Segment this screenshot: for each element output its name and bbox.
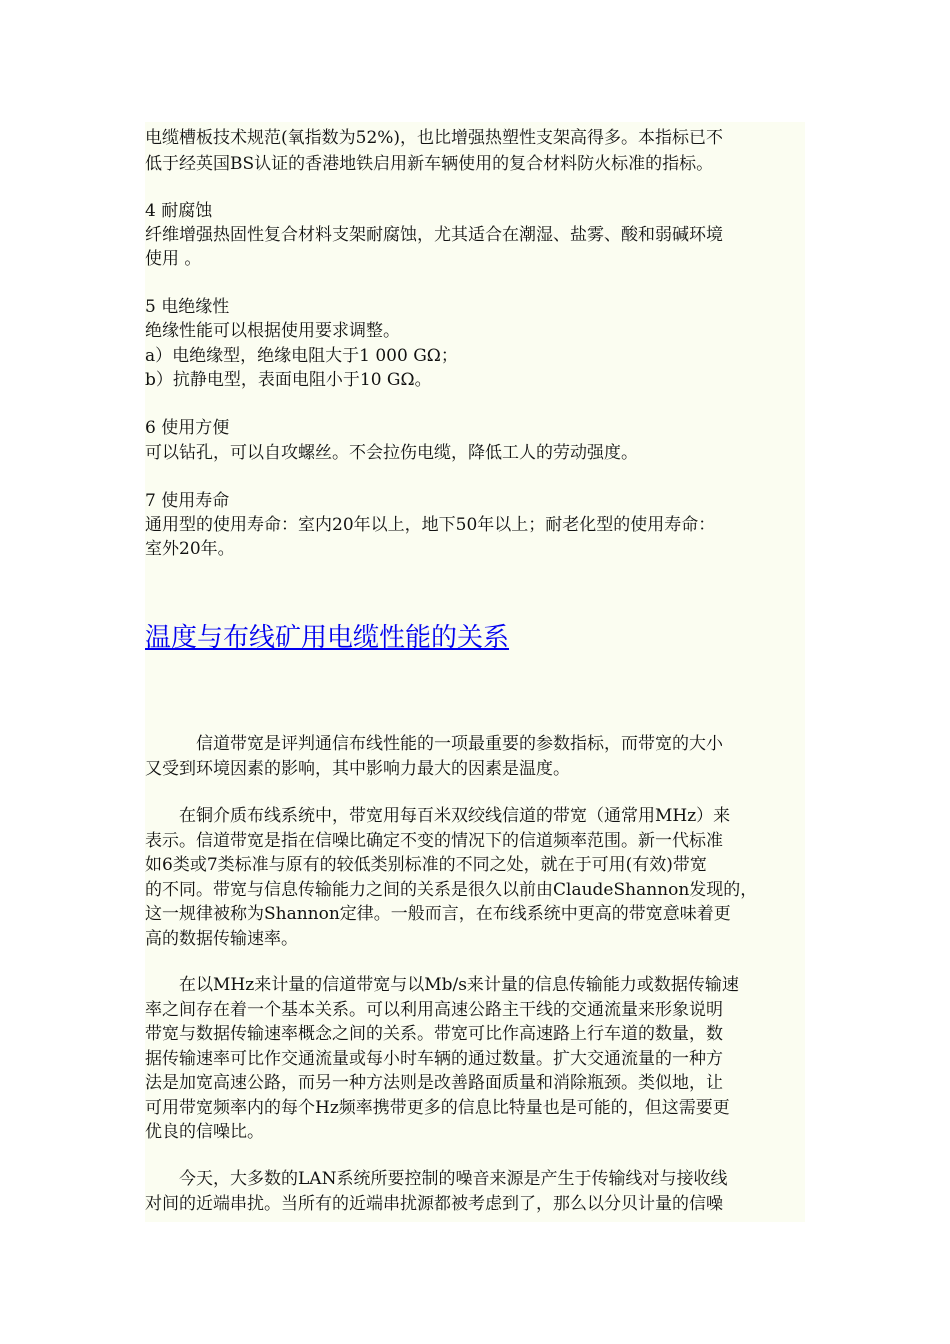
text-line: b）抗静电型，表面电阻小于10 GΩ。 [145,370,432,390]
text-line: 如6类或7类标准与原有的较低类别标准的不同之处，就在于可用(有效)带宽 [145,855,707,875]
text-line: 信道带宽是评判通信布线性能的一项最重要的参数指标，而带宽的大小 [145,734,723,754]
section-title-convenience: 6 使用方便 [145,418,230,438]
text-line: 率之间存在着一个基本关系。可以利用高速公路主干线的交通流量来形象说明 [145,1000,723,1020]
text-line: 使用 。 [145,249,202,269]
text-line: 在铜介质布线系统中，带宽用每百米双绞线信道的带宽（通常用MHz）来 [145,806,731,826]
section-title-insulation: 5 电绝缘性 [145,297,230,317]
text-line: 可以钻孔，可以自攻螺丝。不会拉伤电缆，降低工人的劳动强度。 [145,443,638,463]
text-line: 低于经英国BS认证的香港地铁启用新车辆使用的复合材料防火标准的指标。 [145,154,714,174]
article-heading-link[interactable]: 温度与布线矿用电缆性能的关系 [145,623,510,653]
text-line: 通用型的使用寿命：室内20年以上，地下50年以上；耐老化型的使用寿命： [145,515,716,535]
text-line: 优良的信噪比。 [145,1122,264,1142]
text-line: 在以MHz来计量的信道带宽与以Mb/s来计量的信息传输能力或数据传输速 [145,975,739,995]
text-line: 室外20年。 [145,539,235,559]
text-line: 电缆槽板技术规范(氧指数为52%)，也比增强热塑性支架高得多。本指标已不 [145,128,724,148]
text-line: 高的数据传输速率。 [145,929,298,949]
text-line: 可用带宽频率内的每个Hz频率携带更多的信息比特量也是可能的，但这需要更 [145,1098,730,1118]
section-title-lifespan: 7 使用寿命 [145,491,230,511]
text-line: 表示。信道带宽是指在信噪比确定不变的情况下的信道频率范围。新一代标准 [145,831,723,851]
document-page [145,122,805,1222]
text-line: 这一规律被称为Shannon定律。一般而言，在布线系统中更高的带宽意味着更 [145,904,731,924]
text-line: 法是加宽高速公路，而另一种方法则是改善路面质量和消除瓶颈。类似地，让 [145,1073,723,1093]
text-line: a）电绝缘型，绝缘电阻大于1 000 GΩ； [145,346,458,366]
text-line: 绝缘性能可以根据使用要求调整。 [145,321,400,341]
text-line: 对间的近端串扰。当所有的近端串扰源都被考虑到了，那么以分贝计量的信噪 [145,1194,723,1214]
text-line: 纤维增强热固性复合材料支架耐腐蚀，尤其适合在潮湿、盐雾、酸和弱碱环境 [145,225,723,245]
text-line: 今天，大多数的LAN系统所要控制的噪音来源是产生于传输线对与接收线 [145,1169,728,1189]
text-line: 又受到环境因素的影响，其中影响力最大的因素是温度。 [145,759,570,779]
text-line: 据传输速率可比作交通流量或每小时车辆的通过数量。扩大交通流量的一种方 [145,1049,723,1069]
section-title-corrosion: 4 耐腐蚀 [145,201,213,221]
text-line: 带宽与数据传输速率概念之间的关系。带宽可比作高速路上行车道的数量，数 [145,1024,723,1044]
text-line: 的不同。带宽与信息传输能力之间的关系是很久以前由ClaudeShannon发现的， [145,880,758,900]
